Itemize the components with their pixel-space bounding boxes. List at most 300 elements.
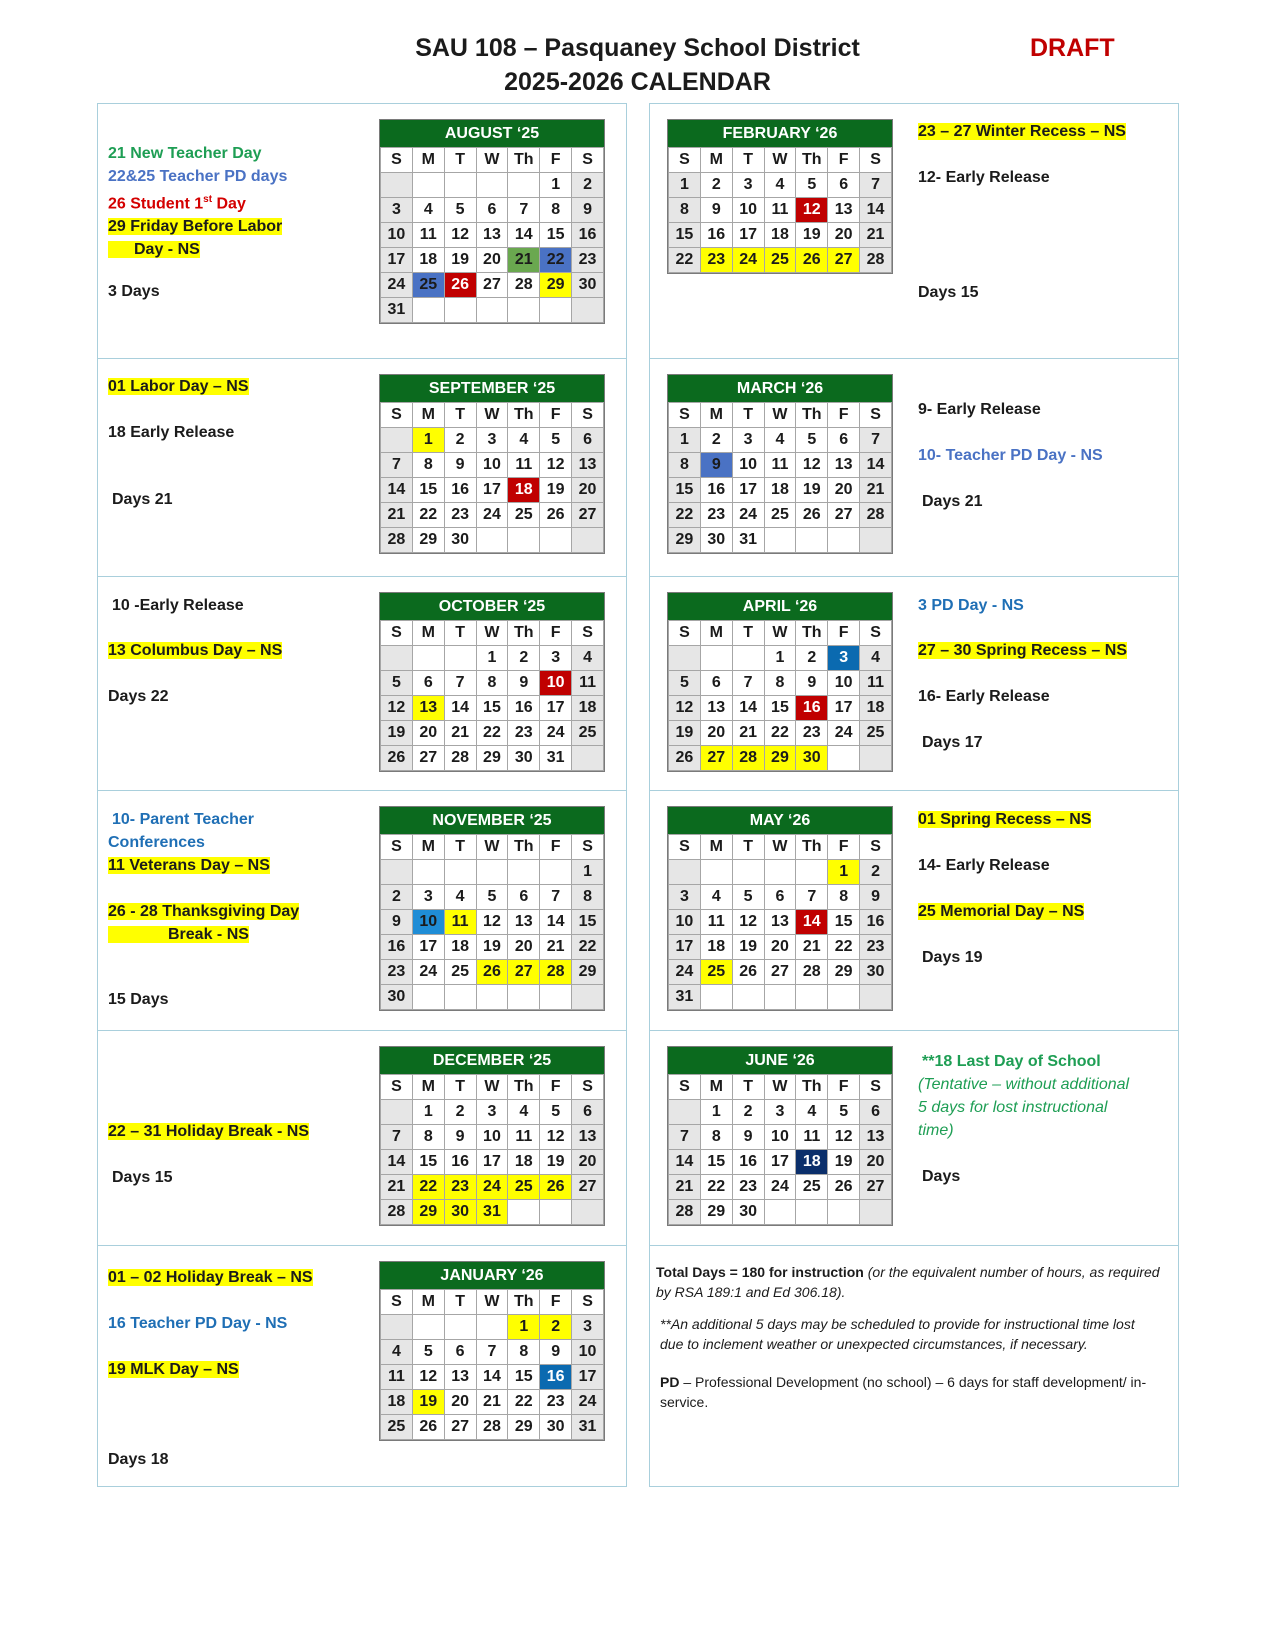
calendar-day: 2 bbox=[796, 646, 828, 671]
calendar-day: 16 bbox=[732, 1150, 764, 1175]
calendar-day: 26 bbox=[828, 1175, 860, 1200]
calendar-empty-cell bbox=[669, 646, 701, 671]
calendar-empty-cell bbox=[381, 173, 413, 198]
section-divider bbox=[649, 358, 1179, 359]
calendar-day: 2 bbox=[700, 173, 732, 198]
calendar-day: 13 bbox=[828, 453, 860, 478]
calendar-day: 6 bbox=[828, 173, 860, 198]
calendar-june bbox=[667, 1046, 893, 1226]
weekday-header: S bbox=[860, 148, 892, 173]
weekday-header: F bbox=[540, 1075, 572, 1100]
calendar-day: 13 bbox=[572, 453, 604, 478]
calendar-empty-cell bbox=[764, 860, 796, 885]
calendar-day: 15 bbox=[476, 696, 508, 721]
calendar-day: 27 bbox=[828, 503, 860, 528]
calendar-day: 1 bbox=[572, 860, 604, 885]
calendar-day: 14 bbox=[732, 696, 764, 721]
note-teacher-pd-days: 22&25 Teacher PD days bbox=[108, 168, 288, 185]
calendar-day: 12 bbox=[381, 696, 413, 721]
calendar-day: 20 bbox=[412, 721, 444, 746]
calendar-day: 21 bbox=[796, 935, 828, 960]
weekday-header: M bbox=[700, 1075, 732, 1100]
calendar-day: 26 bbox=[796, 503, 828, 528]
calendar-day: 28 bbox=[860, 503, 892, 528]
calendar-may bbox=[667, 806, 893, 1011]
weekday-header: S bbox=[669, 148, 701, 173]
weekday-header: M bbox=[412, 835, 444, 860]
calendar-day: 14 bbox=[476, 1365, 508, 1390]
calendar-empty-cell bbox=[860, 528, 892, 553]
pd-note: PD – Professional Development (no school) – 6 days for staff development/ in-service. bbox=[660, 1374, 1147, 1410]
calendar-day: 16 bbox=[444, 1150, 476, 1175]
calendar-day: 10 bbox=[732, 198, 764, 223]
info-block bbox=[656, 1262, 1161, 1424]
calendar-empty-cell bbox=[540, 985, 572, 1010]
calendar-day: 7 bbox=[381, 1125, 413, 1150]
weekday-header: S bbox=[572, 835, 604, 860]
calendar-day: 30 bbox=[572, 273, 604, 298]
calendar-day: 17 bbox=[669, 935, 701, 960]
note-jan-pd-day: 16 Teacher PD Day - NS bbox=[108, 1315, 288, 1332]
weekday-header: S bbox=[860, 621, 892, 646]
calendar-empty-cell bbox=[508, 1200, 540, 1225]
calendar-day: 16 bbox=[700, 478, 732, 503]
calendar-day: 16 bbox=[796, 696, 828, 721]
weekday-header: S bbox=[381, 1075, 413, 1100]
weekday-header: F bbox=[540, 403, 572, 428]
weekday-header: T bbox=[444, 403, 476, 428]
calendar-day: 10 bbox=[476, 1125, 508, 1150]
calendar-day: 31 bbox=[476, 1200, 508, 1225]
calendar-day: 23 bbox=[572, 248, 604, 273]
note-labor-day: 01 Labor Day – NS bbox=[108, 378, 249, 395]
calendar-december bbox=[379, 1046, 605, 1226]
calendar-day: 9 bbox=[381, 910, 413, 935]
calendar-day: 6 bbox=[444, 1340, 476, 1365]
calendar-day: 8 bbox=[828, 885, 860, 910]
calendar-day: 5 bbox=[828, 1100, 860, 1125]
calendar-day: 28 bbox=[381, 528, 413, 553]
calendar-day: 9 bbox=[572, 198, 604, 223]
calendar-day: 1 bbox=[508, 1315, 540, 1340]
calendar-day: 20 bbox=[572, 1150, 604, 1175]
calendar-day: 24 bbox=[412, 960, 444, 985]
calendar-day: 19 bbox=[732, 935, 764, 960]
calendar-day: 7 bbox=[381, 453, 413, 478]
weekday-header: F bbox=[828, 1075, 860, 1100]
calendar-day: 11 bbox=[764, 198, 796, 223]
calendar-day: 25 bbox=[508, 503, 540, 528]
december-notes bbox=[108, 1120, 309, 1189]
weekday-header: S bbox=[669, 403, 701, 428]
calendar-day: 28 bbox=[860, 248, 892, 273]
calendar-day: 20 bbox=[444, 1390, 476, 1415]
calendar-day: 6 bbox=[412, 671, 444, 696]
calendar-day: 30 bbox=[540, 1415, 572, 1440]
calendar-day: 3 bbox=[476, 428, 508, 453]
calendar-day: 1 bbox=[540, 173, 572, 198]
calendar-day: 3 bbox=[669, 885, 701, 910]
calendar-empty-cell bbox=[700, 646, 732, 671]
calendar-day: 25 bbox=[572, 721, 604, 746]
calendar-day: 9 bbox=[796, 671, 828, 696]
calendar-day: 27 bbox=[700, 746, 732, 771]
weekday-header: Th bbox=[796, 403, 828, 428]
calendar-day: 27 bbox=[860, 1175, 892, 1200]
weekday-header: S bbox=[572, 148, 604, 173]
calendar-day: 30 bbox=[860, 960, 892, 985]
calendar-day: 6 bbox=[572, 428, 604, 453]
weekday-header: T bbox=[444, 1290, 476, 1315]
calendar-day: 17 bbox=[828, 696, 860, 721]
calendar-day: 20 bbox=[828, 223, 860, 248]
january-notes bbox=[108, 1266, 313, 1471]
calendar-day: 18 bbox=[572, 696, 604, 721]
calendar-day: 17 bbox=[572, 1365, 604, 1390]
calendar-empty-cell bbox=[540, 860, 572, 885]
note-may-early-release: 14- Early Release bbox=[918, 857, 1050, 874]
calendar-day: 2 bbox=[732, 1100, 764, 1125]
calendar-day: 4 bbox=[764, 173, 796, 198]
calendar-day: 27 bbox=[476, 273, 508, 298]
calendar-day: 14 bbox=[540, 910, 572, 935]
weekday-header: S bbox=[381, 621, 413, 646]
calendar-day: 13 bbox=[476, 223, 508, 248]
october-notes bbox=[108, 594, 283, 708]
calendar-empty-cell bbox=[540, 298, 572, 323]
calendar-march bbox=[667, 374, 893, 554]
calendar-day: 7 bbox=[669, 1125, 701, 1150]
calendar-day: 5 bbox=[796, 428, 828, 453]
calendar-empty-cell bbox=[700, 860, 732, 885]
calendar-day: 1 bbox=[700, 1100, 732, 1125]
weekday-header: W bbox=[476, 621, 508, 646]
calendar-empty-cell bbox=[508, 985, 540, 1010]
calendar-day: 15 bbox=[508, 1365, 540, 1390]
calendar-day: 21 bbox=[860, 223, 892, 248]
calendar-empty-cell bbox=[732, 985, 764, 1010]
weekday-header: S bbox=[381, 148, 413, 173]
weekday-header: M bbox=[412, 403, 444, 428]
month-title: DECEMBER ‘25 bbox=[380, 1047, 604, 1074]
calendar-day: 24 bbox=[669, 960, 701, 985]
month-title: JANUARY ‘26 bbox=[380, 1262, 604, 1289]
calendar-day: 18 bbox=[444, 935, 476, 960]
calendar-day: 23 bbox=[540, 1390, 572, 1415]
calendar-empty-cell bbox=[796, 985, 828, 1010]
weekday-header: S bbox=[860, 835, 892, 860]
calendar-empty-cell bbox=[444, 298, 476, 323]
calendar-day: 10 bbox=[828, 671, 860, 696]
calendar-day: 28 bbox=[796, 960, 828, 985]
calendar-day: 15 bbox=[412, 478, 444, 503]
calendar-day: 24 bbox=[572, 1390, 604, 1415]
calendar-day: 4 bbox=[381, 1340, 413, 1365]
weekday-header: M bbox=[700, 835, 732, 860]
calendar-day: 17 bbox=[476, 1150, 508, 1175]
note-conferences: Conferences bbox=[108, 834, 205, 851]
calendar-day: 26 bbox=[540, 503, 572, 528]
weekday-header: W bbox=[764, 148, 796, 173]
calendar-empty-cell bbox=[381, 1315, 413, 1340]
note-tentative-3: time) bbox=[918, 1122, 954, 1139]
calendar-day: 2 bbox=[860, 860, 892, 885]
calendar-day: 9 bbox=[860, 885, 892, 910]
calendar-empty-cell bbox=[476, 298, 508, 323]
calendar-day: 29 bbox=[828, 960, 860, 985]
calendar-day: 6 bbox=[572, 1100, 604, 1125]
note-oct-early-release: 10 -Early Release bbox=[112, 597, 244, 614]
calendar-day: 16 bbox=[700, 223, 732, 248]
weekday-header: S bbox=[572, 403, 604, 428]
december-days-count: Days 15 bbox=[112, 1169, 173, 1186]
calendar-day: 22 bbox=[764, 721, 796, 746]
calendar-day: 25 bbox=[381, 1415, 413, 1440]
calendar-day: 28 bbox=[444, 746, 476, 771]
calendar-day: 27 bbox=[828, 248, 860, 273]
calendar-day: 30 bbox=[700, 528, 732, 553]
calendar-empty-cell bbox=[508, 528, 540, 553]
calendar-day: 2 bbox=[540, 1315, 572, 1340]
calendar-day: 22 bbox=[669, 503, 701, 528]
section-divider bbox=[97, 790, 627, 791]
weekday-header: M bbox=[700, 403, 732, 428]
calendar-day: 11 bbox=[796, 1125, 828, 1150]
calendar-day: 6 bbox=[508, 885, 540, 910]
calendar-empty-cell bbox=[508, 298, 540, 323]
calendar-empty-cell bbox=[444, 860, 476, 885]
calendar-day: 24 bbox=[381, 273, 413, 298]
calendar-day: 13 bbox=[508, 910, 540, 935]
calendar-day: 31 bbox=[572, 1415, 604, 1440]
calendar-day: 29 bbox=[540, 273, 572, 298]
calendar-empty-cell bbox=[828, 746, 860, 771]
calendar-day: 16 bbox=[444, 478, 476, 503]
calendar-day: 6 bbox=[700, 671, 732, 696]
calendar-day: 22 bbox=[828, 935, 860, 960]
calendar-day: 12 bbox=[732, 910, 764, 935]
note-columbus-day: 13 Columbus Day – NS bbox=[108, 642, 283, 659]
weekday-header: T bbox=[732, 403, 764, 428]
calendar-day: 17 bbox=[381, 248, 413, 273]
calendar-day: 2 bbox=[508, 646, 540, 671]
calendar-empty-cell bbox=[508, 173, 540, 198]
note-tentative-1: (Tentative – without additional bbox=[918, 1076, 1130, 1093]
calendar-day: 8 bbox=[700, 1125, 732, 1150]
calendar-day: 7 bbox=[540, 885, 572, 910]
calendar-day: 28 bbox=[732, 746, 764, 771]
calendar-empty-cell bbox=[796, 528, 828, 553]
calendar-empty-cell bbox=[732, 860, 764, 885]
calendar-day: 12 bbox=[476, 910, 508, 935]
calendar-day: 15 bbox=[828, 910, 860, 935]
calendar-day: 9 bbox=[732, 1125, 764, 1150]
calendar-day: 15 bbox=[540, 223, 572, 248]
calendar-day: 25 bbox=[444, 960, 476, 985]
calendar-day: 14 bbox=[508, 223, 540, 248]
note-tentative-2: 5 days for lost instructional bbox=[918, 1099, 1108, 1116]
weekday-header: Th bbox=[508, 1075, 540, 1100]
calendar-day: 26 bbox=[412, 1415, 444, 1440]
calendar-day: 9 bbox=[444, 1125, 476, 1150]
weekday-header: S bbox=[572, 1075, 604, 1100]
calendar-day: 16 bbox=[540, 1365, 572, 1390]
calendar-day: 2 bbox=[444, 428, 476, 453]
calendar-day: 29 bbox=[669, 528, 701, 553]
calendar-day: 7 bbox=[860, 173, 892, 198]
calendar-day: 17 bbox=[732, 478, 764, 503]
calendar-day: 4 bbox=[764, 428, 796, 453]
weekday-header: M bbox=[412, 621, 444, 646]
calendar-day: 3 bbox=[540, 646, 572, 671]
calendar-empty-cell bbox=[572, 985, 604, 1010]
calendar-empty-cell bbox=[732, 646, 764, 671]
weekday-header: Th bbox=[796, 835, 828, 860]
calendar-day: 13 bbox=[444, 1365, 476, 1390]
calendar-day: 12 bbox=[796, 453, 828, 478]
weekday-header: F bbox=[828, 835, 860, 860]
calendar-day: 4 bbox=[508, 1100, 540, 1125]
calendar-day: 19 bbox=[828, 1150, 860, 1175]
weekday-header: W bbox=[476, 148, 508, 173]
calendar-empty-cell bbox=[508, 860, 540, 885]
calendar-day: 7 bbox=[444, 671, 476, 696]
calendar-day: 23 bbox=[444, 1175, 476, 1200]
calendar-day: 16 bbox=[508, 696, 540, 721]
calendar-day: 20 bbox=[764, 935, 796, 960]
calendar-day: 15 bbox=[572, 910, 604, 935]
calendar-day: 22 bbox=[412, 503, 444, 528]
month-title: JUNE ‘26 bbox=[668, 1047, 892, 1074]
calendar-day: 11 bbox=[572, 671, 604, 696]
calendar-day: 8 bbox=[669, 198, 701, 223]
calendar-day: 3 bbox=[764, 1100, 796, 1125]
may-notes bbox=[918, 808, 1091, 969]
calendar-day: 4 bbox=[700, 885, 732, 910]
calendar-empty-cell bbox=[764, 985, 796, 1010]
calendar-day: 14 bbox=[669, 1150, 701, 1175]
note-new-teacher-day: 21 New Teacher Day bbox=[108, 145, 262, 162]
november-notes bbox=[108, 808, 299, 1011]
calendar-november bbox=[379, 806, 605, 1011]
calendar-day: 12 bbox=[796, 198, 828, 223]
calendar-day: 21 bbox=[476, 1390, 508, 1415]
calendar-day: 31 bbox=[669, 985, 701, 1010]
calendar-day: 1 bbox=[764, 646, 796, 671]
calendar-day: 10 bbox=[669, 910, 701, 935]
calendar-empty-cell bbox=[412, 860, 444, 885]
calendar-day: 27 bbox=[508, 960, 540, 985]
calendar-empty-cell bbox=[796, 1200, 828, 1225]
weekday-header: F bbox=[828, 403, 860, 428]
june-notes bbox=[918, 1050, 1129, 1188]
calendar-day: 8 bbox=[412, 1125, 444, 1150]
calendar-day: 23 bbox=[508, 721, 540, 746]
calendar-day: 19 bbox=[412, 1390, 444, 1415]
weekday-header: S bbox=[669, 835, 701, 860]
calendar-empty-cell bbox=[540, 1200, 572, 1225]
calendar-day: 4 bbox=[796, 1100, 828, 1125]
month-title: NOVEMBER ‘25 bbox=[380, 807, 604, 834]
september-days-count: Days 21 bbox=[112, 491, 173, 508]
calendar-day: 20 bbox=[860, 1150, 892, 1175]
calendar-day: 5 bbox=[412, 1340, 444, 1365]
calendar-day: 3 bbox=[476, 1100, 508, 1125]
calendar-empty-cell bbox=[860, 985, 892, 1010]
weekday-header: T bbox=[444, 621, 476, 646]
weekday-header: S bbox=[381, 403, 413, 428]
calendar-empty-cell bbox=[381, 1100, 413, 1125]
calendar-day: 11 bbox=[860, 671, 892, 696]
calendar-day: 23 bbox=[381, 960, 413, 985]
district-title: SAU 108 – Pasquaney School District bbox=[415, 34, 860, 62]
calendar-day: 23 bbox=[860, 935, 892, 960]
calendar-day: 5 bbox=[669, 671, 701, 696]
weekday-header: W bbox=[476, 1290, 508, 1315]
calendar-day: 20 bbox=[572, 478, 604, 503]
september-notes bbox=[108, 375, 249, 511]
weekday-header: S bbox=[572, 621, 604, 646]
calendar-day: 26 bbox=[669, 746, 701, 771]
calendar-day: 1 bbox=[669, 173, 701, 198]
calendar-day: 30 bbox=[508, 746, 540, 771]
weekday-header: S bbox=[381, 1290, 413, 1315]
calendar-day: 24 bbox=[732, 248, 764, 273]
calendar-empty-cell bbox=[444, 1315, 476, 1340]
section-divider bbox=[649, 1245, 1179, 1246]
calendar-day: 26 bbox=[381, 746, 413, 771]
calendar-day: 14 bbox=[381, 1150, 413, 1175]
calendar-day: 11 bbox=[412, 223, 444, 248]
calendar-day: 2 bbox=[381, 885, 413, 910]
calendar-august bbox=[379, 119, 605, 324]
calendar-day: 21 bbox=[381, 1175, 413, 1200]
note-sep-early-release: 18 Early Release bbox=[108, 424, 235, 441]
calendar-day: 12 bbox=[412, 1365, 444, 1390]
calendar-day: 3 bbox=[828, 646, 860, 671]
section-divider bbox=[649, 576, 1179, 577]
month-title: AUGUST ‘25 bbox=[380, 120, 604, 147]
calendar-empty-cell bbox=[764, 1200, 796, 1225]
weekday-header: Th bbox=[508, 621, 540, 646]
calendar-day: 17 bbox=[732, 223, 764, 248]
calendar-empty-cell bbox=[828, 985, 860, 1010]
calendar-day: 5 bbox=[796, 173, 828, 198]
calendar-day: 29 bbox=[412, 528, 444, 553]
calendar-day: 23 bbox=[732, 1175, 764, 1200]
calendar-day: 31 bbox=[732, 528, 764, 553]
weekday-header: S bbox=[572, 1290, 604, 1315]
calendar-day: 2 bbox=[444, 1100, 476, 1125]
weekday-header: T bbox=[444, 1075, 476, 1100]
weekday-header: W bbox=[764, 1075, 796, 1100]
calendar-day: 6 bbox=[476, 198, 508, 223]
calendar-day: 21 bbox=[381, 503, 413, 528]
calendar-day: 24 bbox=[540, 721, 572, 746]
calendar-empty-cell bbox=[412, 1315, 444, 1340]
weekday-header: S bbox=[860, 1075, 892, 1100]
calendar-day: 17 bbox=[764, 1150, 796, 1175]
note-spring-recess-apr: 27 – 30 Spring Recess – NS bbox=[918, 642, 1127, 659]
calendar-day: 14 bbox=[860, 453, 892, 478]
calendar-day: 31 bbox=[540, 746, 572, 771]
note-apr-early-release: 16- Early Release bbox=[918, 688, 1050, 705]
calendar-day: 5 bbox=[476, 885, 508, 910]
weekday-header: T bbox=[444, 835, 476, 860]
note-last-day-of-school: **18 Last Day of School bbox=[922, 1053, 1101, 1070]
calendar-empty-cell bbox=[572, 298, 604, 323]
month-title: OCTOBER ‘25 bbox=[380, 593, 604, 620]
